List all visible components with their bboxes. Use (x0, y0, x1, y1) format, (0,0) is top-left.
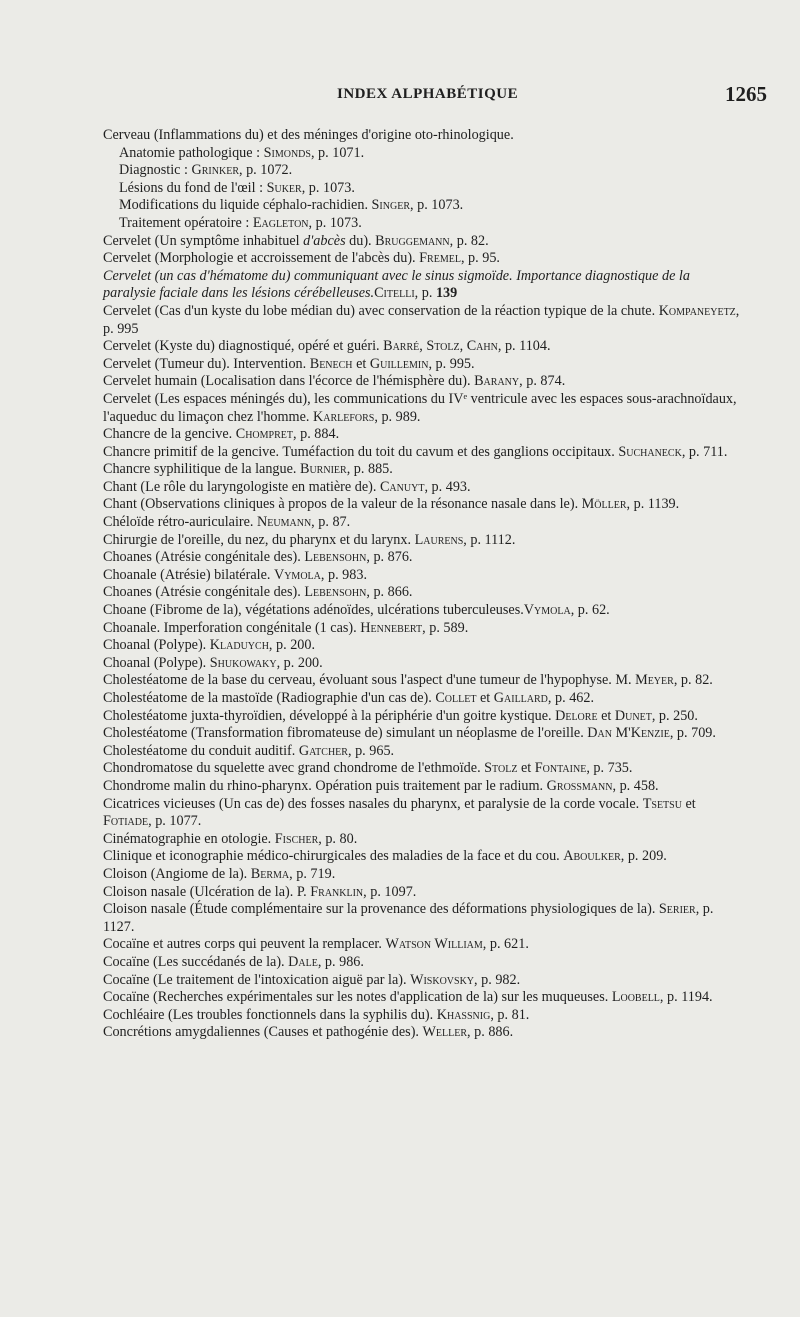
entry-b: , p. 995 (103, 302, 740, 337)
entry-a: Cervelet (Tumeur du). Intervention. (103, 355, 310, 372)
index-entry (103, 796, 743, 831)
entry-n2: Dunet (614, 707, 652, 724)
entry-a: Cervelet humain (Localisation dans l'écorce de l'hémisphère du). (103, 373, 475, 390)
entry-n: Neumann (257, 514, 312, 531)
index-entry (103, 866, 743, 884)
index-entry (103, 514, 743, 532)
entry-n: Barré, Stolz, Cahn (383, 338, 498, 355)
entry-b2: , p. 250. (651, 707, 698, 724)
index-entry (103, 584, 743, 602)
entry-b: , p. 719. (289, 865, 336, 882)
entry-b2: , p. 1077. (148, 813, 202, 830)
entry-a: Lésions du fond de l'œil : (119, 179, 267, 196)
entry-n: Citelli (374, 285, 415, 302)
entry-n: Collet (435, 690, 477, 706)
index-entry (103, 602, 743, 620)
index-entry (103, 250, 743, 268)
entry-a2: du). (345, 232, 376, 249)
entry-n: Benech (309, 355, 353, 372)
index-entry (103, 567, 743, 585)
entry-n: Suchaneck (618, 443, 682, 460)
entry-a: Cervelet (Les espaces méningés du), les communications du IVᵉ ventricule avec les espaces sous-arachnoïdaux, l'aqueduc du limaçon chez l'homme. (103, 390, 737, 425)
entry-n: Fischer (274, 830, 319, 847)
entry-itfull: Cervelet (un cas d'hématome du) communiquant avec le sinus sigmoïde. Importance diagnostique de la paralysie faciale dans les lésions cérébelleuses. (103, 267, 690, 302)
index-entry (103, 1024, 743, 1042)
index-entry (103, 461, 743, 479)
index-entry (103, 162, 743, 180)
entry-a: Traitement opératoire : (119, 214, 253, 231)
entry-b2: , p. 462. (547, 690, 595, 706)
entry-n: Kladuych (209, 637, 269, 654)
entry-b: , p. 986. (317, 953, 364, 970)
index-entry (103, 197, 743, 215)
entry-b: , p. 1073. (410, 197, 464, 214)
entry-b: , p. 982. (474, 971, 521, 988)
entry-b: , p. 589. (422, 619, 469, 636)
entry-b: , p. 82. (449, 232, 489, 249)
index-entries (103, 127, 743, 1042)
index-entry (103, 655, 743, 673)
entry-n: Lebensohn (304, 549, 367, 566)
entry-b: , p. 1104. (497, 338, 551, 355)
index-entry (103, 778, 743, 796)
entry-n: Khassnig (436, 1006, 491, 1023)
index-entry (103, 972, 743, 990)
entry-n: Lebensohn (304, 584, 367, 601)
entry-n: Vymola (273, 566, 321, 583)
entry-a: Cholestéatome du conduit auditif. (103, 742, 299, 759)
entry-b: , p. 876. (366, 549, 413, 566)
entry-a: Chéloïde rétro-auriculaire. (103, 514, 258, 531)
entry-a: Chancre syphilitique de la langue. (103, 461, 300, 478)
entry-b: , p. 1073. (308, 214, 362, 231)
entry-n: Shukowaky (209, 654, 277, 671)
entry-n: Burnier (300, 461, 347, 478)
entry-b: , p. (414, 285, 436, 302)
index-entry (103, 268, 743, 303)
entry-a: Diagnostic : (119, 162, 192, 179)
entry-a: Cholestéatome (Transformation fibromateuse de) simulant un néoplasme de l'oreille. (103, 725, 588, 742)
entry-a: Chondrome malin du rhino-pharynx. Opération puis traitement par le radium. (103, 777, 547, 794)
entry-n: Bruggemann (375, 232, 450, 249)
entry-b2: , p. 735. (586, 760, 633, 777)
index-entry (103, 532, 743, 550)
entry-n: Vymola (523, 602, 571, 619)
entry-a: Cervelet (Morphologie et accroissement de l'abcès du). (103, 250, 420, 267)
entry-a: Cervelet (Un symptôme inhabituel (103, 232, 304, 249)
entry-n: Gatcher (298, 742, 348, 759)
entry-n: Chompret (235, 426, 293, 443)
entry-b: , p. 866. (366, 584, 413, 601)
entry-b: , p. 709. (669, 725, 716, 742)
entry-a: Cholestéatome juxta-thyroïdien, développé à la périphérie d'un goitre kystique. (103, 707, 556, 724)
index-entry (103, 901, 743, 936)
entry-a: Choane (Fibrome de la), végétations adénoïdes, ulcérations tuberculeuses. (103, 602, 524, 619)
entry-a: Choanale. Imperforation congénitale (1 cas). (103, 619, 361, 636)
entry-b: , p. 87. (311, 514, 351, 531)
entry-a: Cocaïne (Recherches expérimentales sur les notes d'application de la) sur les muqueuses. (103, 989, 612, 1006)
entry-a: Cerveau (Inflammations du) et des méninges d'origine oto-rhinologique. (103, 127, 514, 143)
entry-b: , p. 1071. (310, 144, 365, 161)
entry-b: , p. 884. (293, 426, 340, 443)
entry-a: Cinématographie en otologie. (103, 830, 275, 847)
entry-b: , p. 493. (424, 478, 471, 495)
entry-n2: Fotiade (103, 813, 149, 830)
entry-n: Wiskovsky (410, 971, 475, 988)
entry-n: Aboulker (563, 848, 621, 865)
entry-a: Chant (Observations cliniques à propos de la valeur de la résonance nasale dans le). (103, 496, 582, 513)
entry-n: Karlefors (312, 408, 375, 425)
index-entry (103, 620, 743, 638)
entry-a: Cicatrices vicieuses (Un cas de) des fosses nasales du pharynx, et paralysie de la corde vocale. (103, 795, 643, 812)
entry-n: Singer (371, 197, 410, 214)
entry-b: et (517, 760, 535, 777)
entry-a: Chirurgie de l'oreille, du nez, du pharynx et du larynx. (103, 531, 415, 548)
index-entry (103, 743, 743, 761)
index-entry (103, 426, 743, 444)
entry-b: et (352, 355, 370, 372)
entry-n2: Guillemin (369, 355, 429, 372)
entry-b: , p. 1097. (363, 883, 417, 900)
entry-a: Cholestéatome de la mastoïde (Radiographie d'un cas de). (103, 690, 436, 706)
entry-n: Delore (555, 707, 598, 724)
entry-a: Choanal (Polype). (103, 637, 210, 654)
entry-n2: Gaillard (493, 690, 548, 706)
entry-b: , p. 209. (620, 848, 667, 865)
index-entry (103, 672, 743, 690)
entry-b: , p. 621. (482, 936, 529, 953)
entry-b: et (476, 690, 494, 706)
index-entry (103, 637, 743, 655)
entry-b: , p. 80. (318, 830, 358, 847)
page-header (0, 82, 800, 112)
entry-a: Modifications du liquide céphalo-rachidien. (119, 197, 372, 214)
entry-n: Fremel (419, 250, 461, 267)
index-entry (103, 884, 743, 902)
entry-n: P. Franklin (296, 883, 364, 900)
entry-a: Choanes (Atrésie congénitale des). (103, 584, 305, 601)
entry-b: , p. 1139. (626, 496, 680, 513)
entry-n: Stolz (484, 760, 518, 777)
entry-b: et (681, 795, 696, 812)
entry-b: , p. 885. (346, 461, 393, 478)
entry-n: Berma (250, 865, 290, 882)
entry-a: Chancre primitif de la gencive. Tuméfaction du toit du cavum et des ganglions occipitaux. (103, 443, 619, 460)
entry-a: Concrétions amygdaliennes (Causes et pathogénie des). (103, 1024, 423, 1041)
entry-i: d'abcès (303, 232, 346, 249)
index-entry (103, 356, 743, 374)
entry-b: , p. 886. (467, 1024, 514, 1041)
entry-a: Chancre de la gencive. (103, 426, 236, 443)
entry-b: , p. 1127. (103, 901, 714, 935)
entry-bold: 139 (435, 285, 458, 302)
entry-n: Eagleton (252, 214, 309, 231)
entry-a: Choanes (Atrésie congénitale des). (103, 549, 305, 566)
entry-n: Hennebert (360, 619, 423, 636)
entry-a: Cloison nasale (Étude complémentaire sur la provenance des déformations physiologiques de la). (103, 901, 659, 918)
entry-b: , p. 1194. (659, 989, 713, 1006)
index-entry (103, 180, 743, 198)
index-entry (103, 848, 743, 866)
index-entry (103, 954, 743, 972)
index-entry (103, 725, 743, 743)
index-entry (103, 936, 743, 954)
entry-a: Chondromatose du squelette avec grand chondrome de l'ethmoïde. (103, 760, 485, 777)
entry-b: , p. 983. (320, 566, 367, 583)
entry-b: , p. 1072. (238, 162, 293, 179)
entry-b: , p. 1073. (301, 179, 355, 196)
entry-a: Cholestéatome de la base du cerveau, évoluant sous l'aspect d'une tumeur de l'hypophyse. M. (103, 672, 636, 689)
entry-n: Weller (422, 1024, 468, 1041)
index-entry (103, 303, 743, 338)
index-entry (103, 215, 743, 233)
page-number: 1265 (725, 82, 767, 106)
entry-n: Meyer (635, 672, 674, 689)
index-entry (103, 391, 743, 426)
index-entry (103, 444, 743, 462)
entry-n: Canuyt (379, 478, 425, 495)
index-entry (103, 549, 743, 567)
index-entry (103, 373, 743, 391)
entry-b: , p. 200. (268, 637, 316, 654)
index-entry (103, 127, 743, 145)
entry-n: Barany (474, 373, 520, 390)
index-entry (103, 989, 743, 1007)
entry-a: Cloison (Angiome de la). (103, 865, 251, 882)
entry-a: Clinique et iconographie médico-chirurgicales des maladies de la face et du cou. (103, 848, 564, 865)
entry-a: Cervelet (Kyste du) diagnostiqué, opéré et guéri. (103, 338, 384, 355)
index-entry (103, 338, 743, 356)
entry-b: , p. 989. (374, 408, 421, 425)
index-entry (103, 1007, 743, 1025)
index-entry (103, 760, 743, 778)
entry-n: Serier (658, 901, 696, 918)
index-entry (103, 145, 743, 163)
entry-b: , p. 711. (681, 443, 728, 460)
index-entry (103, 690, 743, 708)
entry-b: , p. 82. (673, 672, 713, 689)
entry-a: Cervelet (Cas d'un kyste du lobe médian du) avec conservation de la réaction typique de la chute. (103, 302, 659, 319)
entry-a: Cocaïne (Les succédanés de la). (103, 953, 289, 970)
entry-n: Tsetsu (642, 795, 682, 812)
entry-n: Kompaneyetz (658, 302, 736, 319)
entry-n: Grinker (191, 162, 239, 179)
entry-b: , p. 200. (276, 654, 323, 671)
entry-n: Dan M'Kenzie (587, 725, 670, 742)
entry-n: Dale (288, 953, 318, 970)
index-entry (103, 233, 743, 251)
running-title: INDEX ALPHABÉTIQUE (337, 86, 519, 102)
entry-b2: , p. 995. (428, 355, 475, 372)
entry-n: Watson William (385, 936, 483, 953)
entry-b: , p. 1112. (463, 531, 516, 548)
entry-b: , p. 965. (347, 742, 395, 759)
entry-a: Chant (Le rôle du laryngologiste en matière de). (103, 478, 380, 495)
index-entry (103, 479, 743, 497)
entry-n2: Fontaine (534, 760, 587, 777)
entry-n: Simonds (263, 144, 311, 161)
index-entry (103, 831, 743, 849)
entry-n: Loobell (611, 989, 660, 1006)
entry-n: Laurens (414, 531, 464, 548)
entry-b: et (597, 707, 615, 724)
index-entry (103, 496, 743, 514)
entry-a: Cocaïne (Le traitement de l'intoxication aiguë par la). (103, 971, 411, 988)
entry-a: Cocaïne et autres corps qui peuvent la remplacer. (103, 936, 386, 953)
entry-n: Suker (266, 179, 302, 196)
entry-n: Grossmann (546, 777, 613, 794)
entry-b: , p. 81. (490, 1006, 530, 1023)
entry-a: Choanal (Polype). (103, 654, 210, 671)
entry-a: Anatomie pathologique : (119, 144, 264, 161)
entry-n: Möller (581, 496, 627, 513)
entry-b: , p. 874. (519, 373, 566, 390)
index-entry (103, 708, 743, 726)
entry-b: , p. 95. (460, 250, 500, 267)
entry-a: Choanale (Atrésie) bilatérale. (103, 566, 274, 583)
entry-b: , p. 62. (570, 602, 610, 619)
entry-b: , p. 458. (612, 777, 659, 794)
entry-a: Cochléaire (Les troubles fonctionnels dans la syphilis du). (103, 1006, 437, 1023)
entry-a: Cloison nasale (Ulcération de la). (103, 883, 297, 900)
